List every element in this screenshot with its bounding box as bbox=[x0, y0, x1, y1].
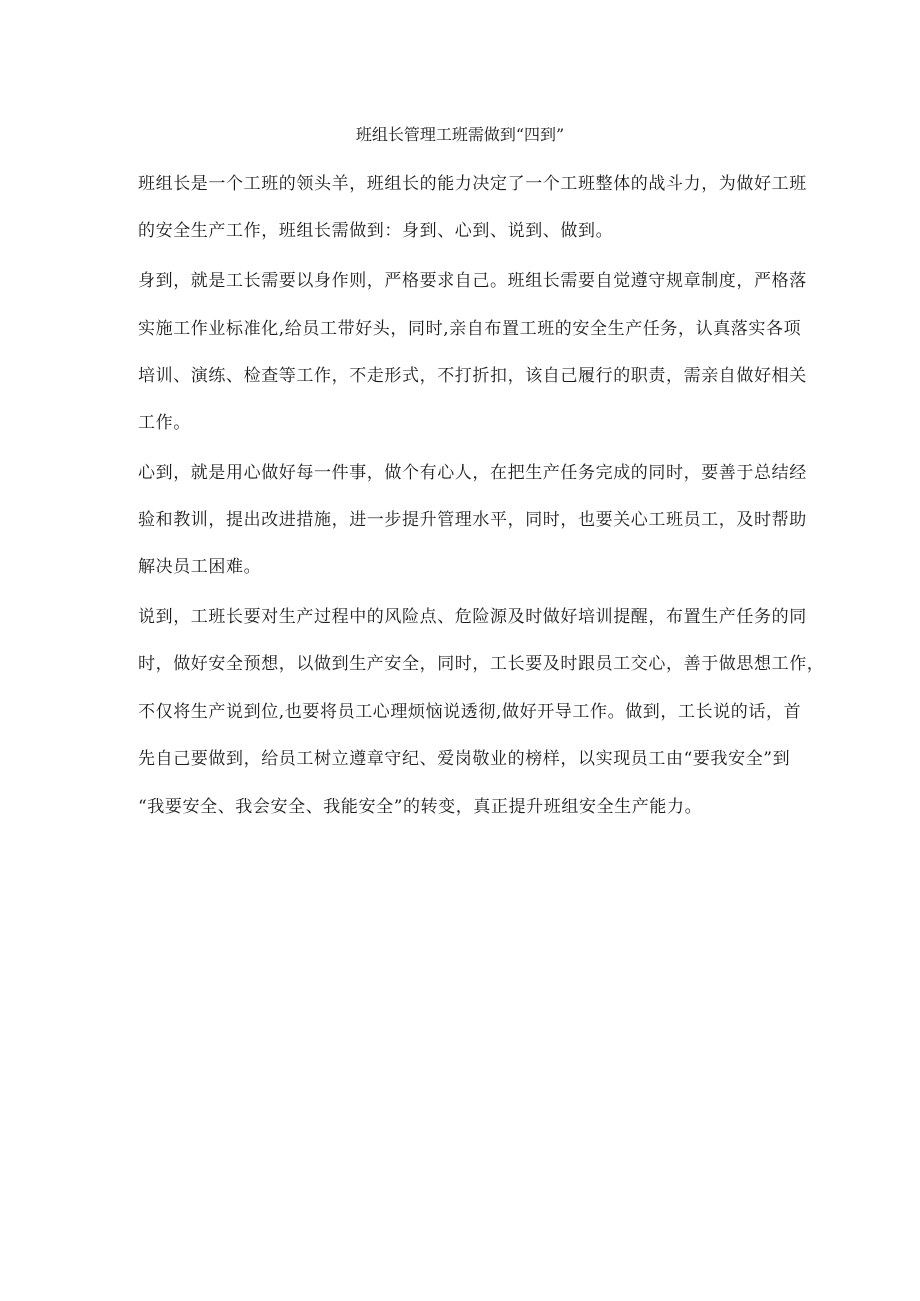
paragraph-line: 身到，就是工长需要以身作则，严格要求自己。班组长需要自觉遵守规章制度，严格落 bbox=[138, 271, 807, 291]
paragraph-line: 的安全生产工作，班组长需做到：身到、心到、说到、做到。 bbox=[138, 221, 614, 241]
paragraph-line: 不仅将生产说到位,也要将员工心理烦恼说透彻,做好开导工作。做到，工长说的话，首 bbox=[138, 702, 802, 722]
paragraph-line: 说到，工班长要对生产过程中的风险点、危险源及时做好培训提醒，布置生产任务的同 bbox=[138, 607, 807, 627]
paragraph-line: 时，做好安全预想，以做到生产安全，同时，工长要及时跟员工交心，善于做思想工作， bbox=[138, 654, 825, 674]
paragraph-line: 解决员工困难。 bbox=[138, 557, 262, 577]
paragraph-line: 心到，就是用心做好每一件事，做个有心人，在把生产任务完成的同时，要善于总结经 bbox=[138, 463, 807, 483]
paragraph-line: 培训、演练、检查等工作，不走形式，不打折扣，该自己履行的职责，需亲自做好相关 bbox=[138, 366, 807, 386]
paragraph-line: “我要安全、我会安全、我能安全”的转变，真正提升班组安全生产能力。 bbox=[138, 797, 703, 817]
paragraph-line: 实施工作业标准化,给员工带好头，同时,亲自布置工班的安全生产任务，认真落实各项 bbox=[138, 319, 802, 339]
document-title: 班组长管理工班需做到“四到” bbox=[355, 125, 565, 144]
paragraph-line: 验和教训，提出改进措施，进一步提升管理水平，同时，也要关心工班员工，及时帮助 bbox=[138, 510, 807, 530]
paragraph-line: 先自己要做到，给员工树立遵章守纪、爱岗敬业的榜样，以实现员工由“要我安全”到 bbox=[138, 749, 791, 769]
paragraph-line: 班组长是一个工班的领头羊，班组长的能力决定了一个工班整体的战斗力，为做好工班 bbox=[138, 174, 807, 194]
paragraph-line: 工作。 bbox=[138, 413, 191, 433]
